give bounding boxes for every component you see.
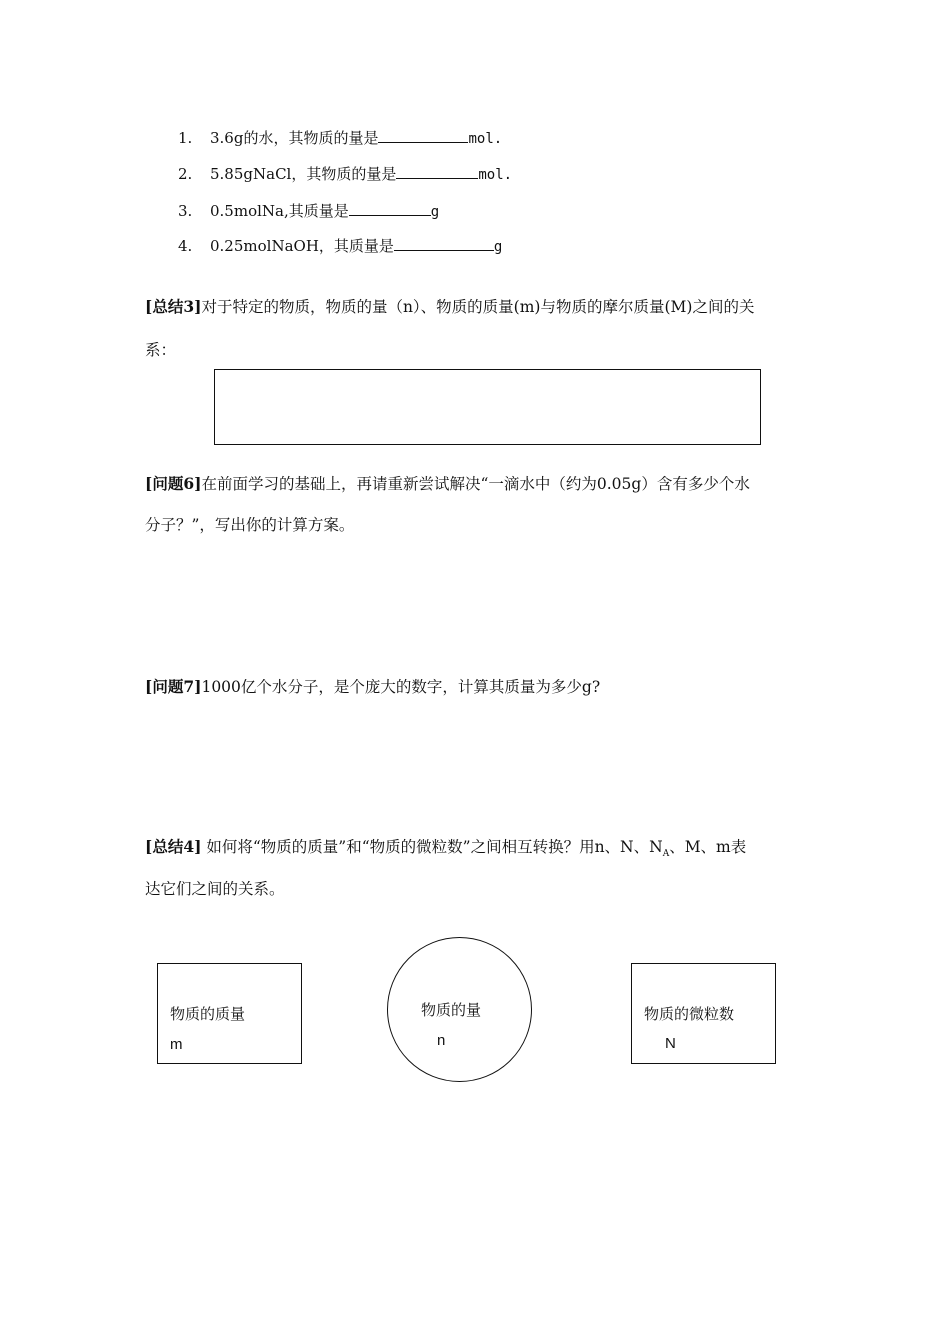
- summary4-text: 如何将“物质的质量”和“物质的微粒数”之间相互转换？用n、N、N: [201, 838, 663, 856]
- problem6-text: 在前面学习的基础上，再请重新尝试解决“一滴水中（约为0.05g）含有多少个水: [201, 475, 750, 493]
- amount-label: 物质的量: [421, 1001, 482, 1019]
- mass-label: 物质的质量: [170, 1005, 246, 1023]
- question-unit: mol.: [478, 167, 513, 183]
- question-text: 3.6g的水，其物质的量是: [210, 129, 379, 147]
- summary4-line1: [145, 835, 746, 859]
- problem7-text: 1000亿个水分子，是个庞大的数字，计算其质量为多少g?: [201, 678, 601, 696]
- question-number: 2.: [178, 165, 193, 183]
- problem6-line2: 分子？”，写出你的计算方案。: [145, 516, 355, 534]
- question-text: 5.85gNaCl，其物质的量是: [210, 165, 397, 183]
- question-number: 1.: [178, 129, 193, 147]
- question-3: [178, 200, 439, 221]
- question-unit: mol.: [468, 131, 503, 147]
- question-unit: g: [430, 204, 440, 220]
- summary3-line1: [145, 295, 754, 317]
- particles-symbol: N: [665, 1035, 676, 1052]
- question-number: 3.: [178, 202, 193, 220]
- question-1: [178, 127, 502, 148]
- problem7-line1: [145, 675, 600, 697]
- answer-box[interactable]: [214, 369, 761, 445]
- problem7-tag: [问题7]: [145, 677, 202, 696]
- question-text: 0.25molNaOH，其质量是: [210, 237, 394, 255]
- problem6-line1: [145, 472, 750, 494]
- amount-symbol: n: [437, 1032, 446, 1049]
- summary3-text: 对于特定的物质，物质的量（n）、物质的质量(m)与物质的摩尔质量(M)之间的关: [201, 298, 755, 316]
- question-4: [178, 235, 502, 256]
- question-text: 0.5molNa,其质量是: [210, 202, 349, 220]
- mass-symbol: m: [170, 1036, 183, 1053]
- summary4-tag: [总结4]: [145, 837, 202, 856]
- particles-label: 物质的微粒数: [644, 1005, 735, 1023]
- summary3-line2: 系：: [145, 341, 177, 359]
- question-2: [178, 163, 512, 184]
- problem6-tag: [问题6]: [145, 474, 202, 493]
- answer-blank[interactable]: [394, 236, 494, 251]
- question-number: 4.: [178, 237, 193, 255]
- summary4-line2: 达它们之间的关系。: [145, 880, 285, 898]
- summary4-subscript: A: [662, 849, 670, 860]
- answer-blank[interactable]: [349, 201, 431, 216]
- question-unit: g: [493, 239, 503, 255]
- summary4-text-end: 、M、m表: [669, 838, 747, 856]
- answer-blank[interactable]: [378, 128, 468, 143]
- summary3-tag: [总结3]: [145, 297, 202, 316]
- answer-blank[interactable]: [396, 164, 478, 179]
